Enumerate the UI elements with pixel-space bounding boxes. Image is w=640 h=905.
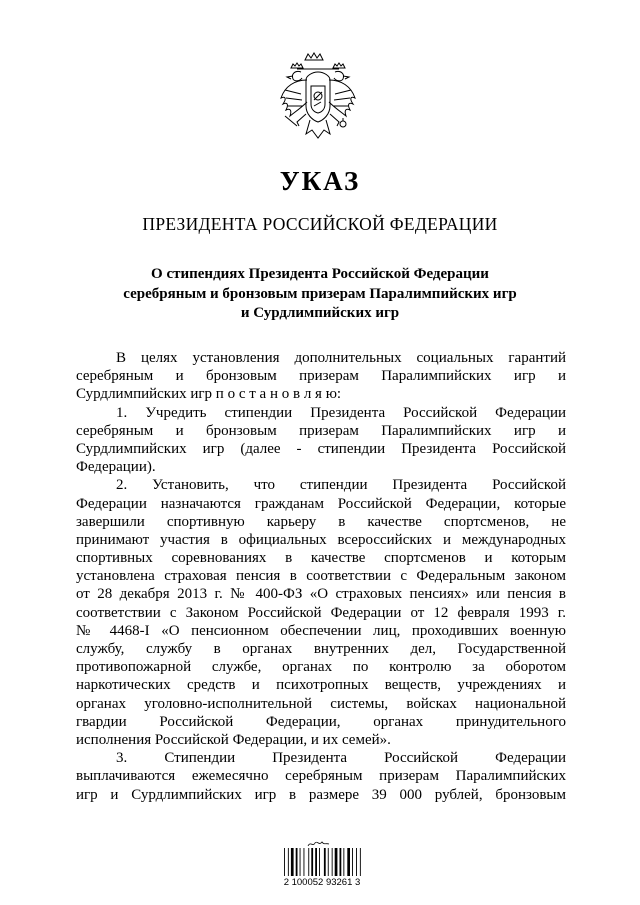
russian-coat-of-arms-icon	[277, 50, 359, 142]
body-line: серебряным и бронзовым призерам Паралимпийских игр и	[76, 368, 566, 385]
body-line: установлена страховая пенсия в соответствии с Федеральным законом	[76, 568, 566, 585]
body-line: игр и Сурдлимпийских игр в размере 39 000 рублей, бронзовым	[76, 786, 566, 803]
heading-line: серебряным и бронзовым призерам Паралимпийских игр	[123, 285, 517, 302]
page-subtitle: ПРЕЗИДЕНТА РОССИЙСКОЙ ФЕДЕРАЦИИ	[142, 214, 498, 234]
barcode-bar	[340, 848, 342, 876]
body-line: 3. Стипендии Президента Российской Федерации	[116, 750, 566, 767]
barcode-bar	[356, 848, 357, 876]
body-line: противопожарной службе, органах по контролю за оборотом	[76, 659, 566, 676]
body-line: спортивных соревнованиях в качестве спортсменов и которым	[76, 550, 566, 567]
body-line: гвардии Российской Федерации, органах принудительного	[76, 713, 566, 730]
body-line: В целях установления дополнительных социальных гарантий	[116, 350, 566, 366]
barcode-bar	[284, 848, 285, 876]
barcode-number: 2 100052 93261 3	[283, 877, 361, 888]
signature-mark	[308, 842, 329, 846]
body-line: Сурдлимпийских игр п о с т а н о в л я ю:	[76, 386, 342, 403]
body-line: от 28 декабря 2013 г. № 400-ФЗ «О страховых пенсиях» или пенсия в	[76, 586, 566, 603]
body-line: службу, службу в органах внутренних дел, Государственной	[76, 641, 566, 657]
body-line: принимают участия в официальных всероссийских и международных	[76, 531, 566, 548]
body-line: выплачиваются ежемесячно серебряным призерам Паралимпийских	[76, 768, 566, 785]
barcode-bar	[352, 848, 353, 876]
body-line: наркотических средств и психотропных веществ, учреждениях и	[76, 677, 566, 694]
barcode-bar	[324, 848, 326, 876]
barcode-bar	[311, 848, 313, 876]
barcode-icon	[282, 840, 362, 882]
document-body	[76, 349, 566, 804]
document-heading	[60, 265, 580, 324]
body-line: Федерации назначаются гражданам Российской Федерации, которые	[76, 495, 566, 512]
barcode-bar	[332, 848, 333, 876]
body-line: исполнения Российской Федерации, и их семей».	[76, 731, 391, 748]
heading-line: и Сурдлимпийских игр	[240, 305, 400, 321]
barcode-bar	[319, 848, 320, 876]
body-line: соответствии с Законом Российской Федерации от 12 февраля 1993 г.	[76, 604, 566, 621]
body-line: 1. Учредить стипендии Президента Российской Федерации	[116, 404, 566, 421]
body-line: Сурдлимпийских игр (далее - стипендии Президента Российской	[76, 440, 566, 457]
body-line: Федерации).	[76, 459, 156, 476]
body-line: органах уголовно-исполнительной системы, войсках национальной	[76, 695, 566, 712]
page-title: УКАЗ	[279, 166, 361, 196]
body-line: 2. Установить, что стипендии Президента Российской	[116, 477, 566, 494]
barcode-bar	[360, 848, 361, 876]
body-line: серебряным и бронзовым призерам Паралимпийских игр и	[76, 422, 566, 439]
barcode-bar	[296, 848, 298, 876]
barcode-bar	[347, 848, 350, 876]
barcode-bar	[291, 848, 294, 876]
body-line: № 4468-I «О пенсионном обеспечении лиц, проходивших военную	[76, 622, 566, 639]
barcode-bar	[288, 848, 289, 876]
body-line: завершили спортивную карьеру в качестве спортсменов, не	[76, 513, 566, 530]
barcode-bar	[328, 848, 329, 876]
barcode-bar	[315, 848, 317, 876]
barcode-bar	[308, 848, 309, 876]
barcode-bar	[343, 848, 344, 876]
barcode-bar	[335, 848, 338, 876]
barcode-bar	[300, 848, 301, 876]
barcode-bar	[304, 848, 305, 876]
heading-line: О стипендиях Президента Российской Федерации	[151, 266, 489, 282]
